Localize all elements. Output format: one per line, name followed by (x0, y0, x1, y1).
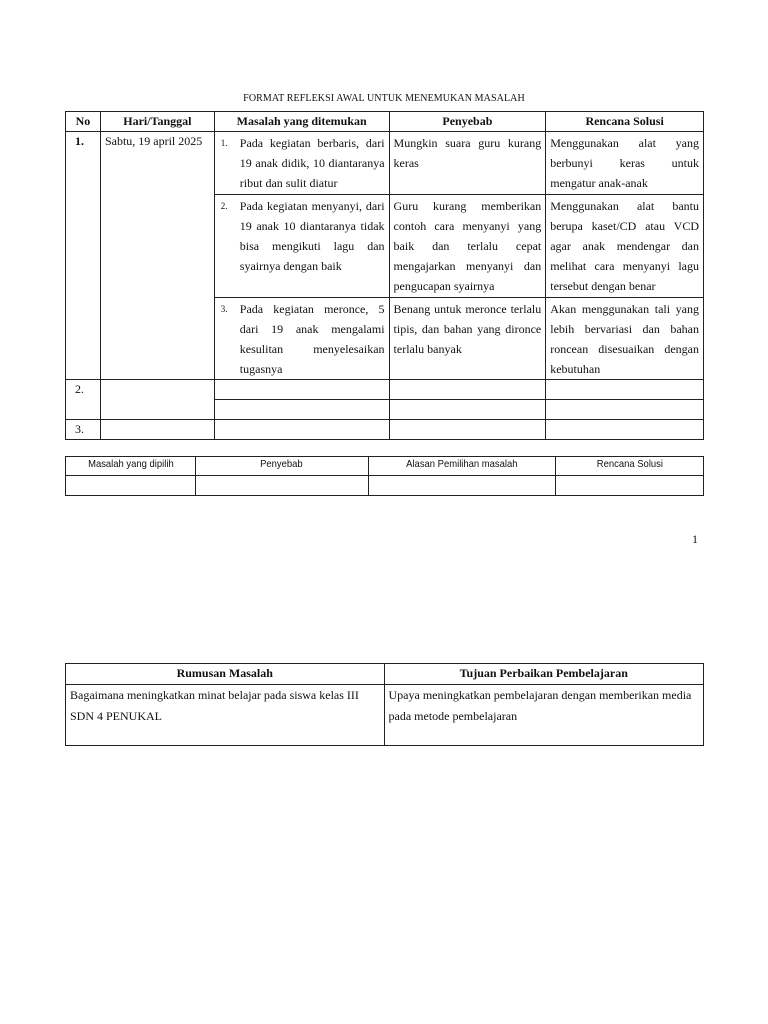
header-problem: Masalah yang ditemukan (214, 112, 389, 132)
cause-text: Mungkin suara guru kurang keras (393, 136, 542, 171)
table-cell (556, 476, 704, 496)
table-row (66, 380, 704, 400)
table-cell (66, 476, 196, 496)
cause-cell (389, 132, 546, 195)
page-number: 1 (692, 532, 698, 546)
solution-cell (546, 420, 704, 440)
header-cause: Penyebab (204, 457, 359, 476)
problem-cell (214, 297, 389, 380)
problem-cell (214, 400, 389, 420)
table-cell (195, 476, 368, 496)
tujuan-text: Upaya meningkatkan pembelajaran dengan memberikan media pada metode pembelajaran (384, 685, 704, 746)
cause-text: Benang untuk meronce terlalu tipis, dan bahan yang dironce terlalu banyak (393, 301, 542, 357)
table-row (66, 420, 704, 440)
problem-text: Pada kegiatan menyanyi, dari 19 anak 10 diantaranya tidak bisa mengikuti lagu dan syairnya dengan baik (239, 198, 385, 274)
selected-problem-table (65, 456, 704, 496)
solution-text: Menggunakan alat bantu berupa kaset/CD atau VCD agar anak mendengar dan melihat cara menyanyi lagu tersebut dengan benar (550, 198, 699, 294)
cause-cell (389, 194, 546, 297)
problem-number: 3. (220, 303, 228, 314)
header-solution: Rencana Solusi (563, 457, 696, 476)
solution-cell (546, 132, 704, 195)
cause-text: Guru kurang memberikan contoh cara menyanyi yang baik dan terlalu cepat mengajarkan menyanyi dan pengucapan syairnya (393, 198, 542, 294)
header-date: Hari/Tanggal (100, 112, 214, 132)
row-number: 1. (66, 132, 101, 380)
table-cell (368, 476, 556, 496)
solution-cell (546, 194, 704, 297)
solution-cell (546, 380, 704, 400)
solution-cell (546, 400, 704, 420)
table-header-row (66, 112, 704, 132)
cause-cell (389, 380, 546, 400)
header-no: No (66, 112, 101, 132)
cause-cell (389, 400, 546, 420)
table-row (66, 685, 704, 746)
table-row (66, 132, 704, 195)
problem-formulation-table (65, 663, 704, 746)
problem-text: Pada kegiatan berbaris, dari 19 anak didik, 10 diantaranya ribut dan sulit diatur (239, 136, 385, 191)
row-number: 2. (66, 380, 101, 420)
cause-cell (389, 297, 546, 380)
problem-number: 2. (220, 200, 228, 211)
row-date (100, 420, 214, 440)
table-header-row (66, 457, 704, 476)
header-selected-problem: Masalah yang dipilih (72, 457, 189, 476)
row-number: 3. (66, 420, 101, 440)
reflection-table (65, 111, 704, 440)
row-date (100, 380, 214, 420)
cause-cell (389, 420, 546, 440)
header-reason: Alasan Pemilihan masalah (377, 457, 546, 476)
problem-cell (214, 380, 389, 400)
header-rumusan: Rumusan Masalah (66, 664, 385, 685)
header-solution: Rencana Solusi (546, 112, 704, 132)
table-header-row (66, 664, 704, 685)
page-title: FORMAT REFLEKSI AWAL UNTUK MENEMUKAN MASALAH (243, 93, 525, 104)
solution-text: Menggunakan alat yang berbunyi keras untuk mengatur anak-anak (550, 136, 699, 191)
solution-cell (546, 297, 704, 380)
problem-cell (214, 420, 389, 440)
table-row (66, 476, 704, 496)
rumusan-text: Bagaimana meningkatkan minat belajar pada siswa kelas III SDN 4 PENUKAL (66, 685, 385, 746)
header-cause: Penyebab (389, 112, 546, 132)
problem-cell (214, 132, 389, 195)
solution-text: Akan menggunakan tali yang lebih bervariasi dan bahan roncean disesuaikan dengan kebutuhan (550, 301, 699, 377)
problem-number: 1. (220, 138, 228, 148)
problem-cell (214, 194, 389, 297)
problem-text: Pada kegiatan meronce, 5 dari 19 anak mengalami kesulitan menyelesaikan tugasnya (239, 301, 385, 377)
row-date: Sabtu, 19 april 2025 (100, 132, 214, 380)
header-tujuan: Tujuan Perbaikan Pembelajaran (384, 664, 704, 685)
